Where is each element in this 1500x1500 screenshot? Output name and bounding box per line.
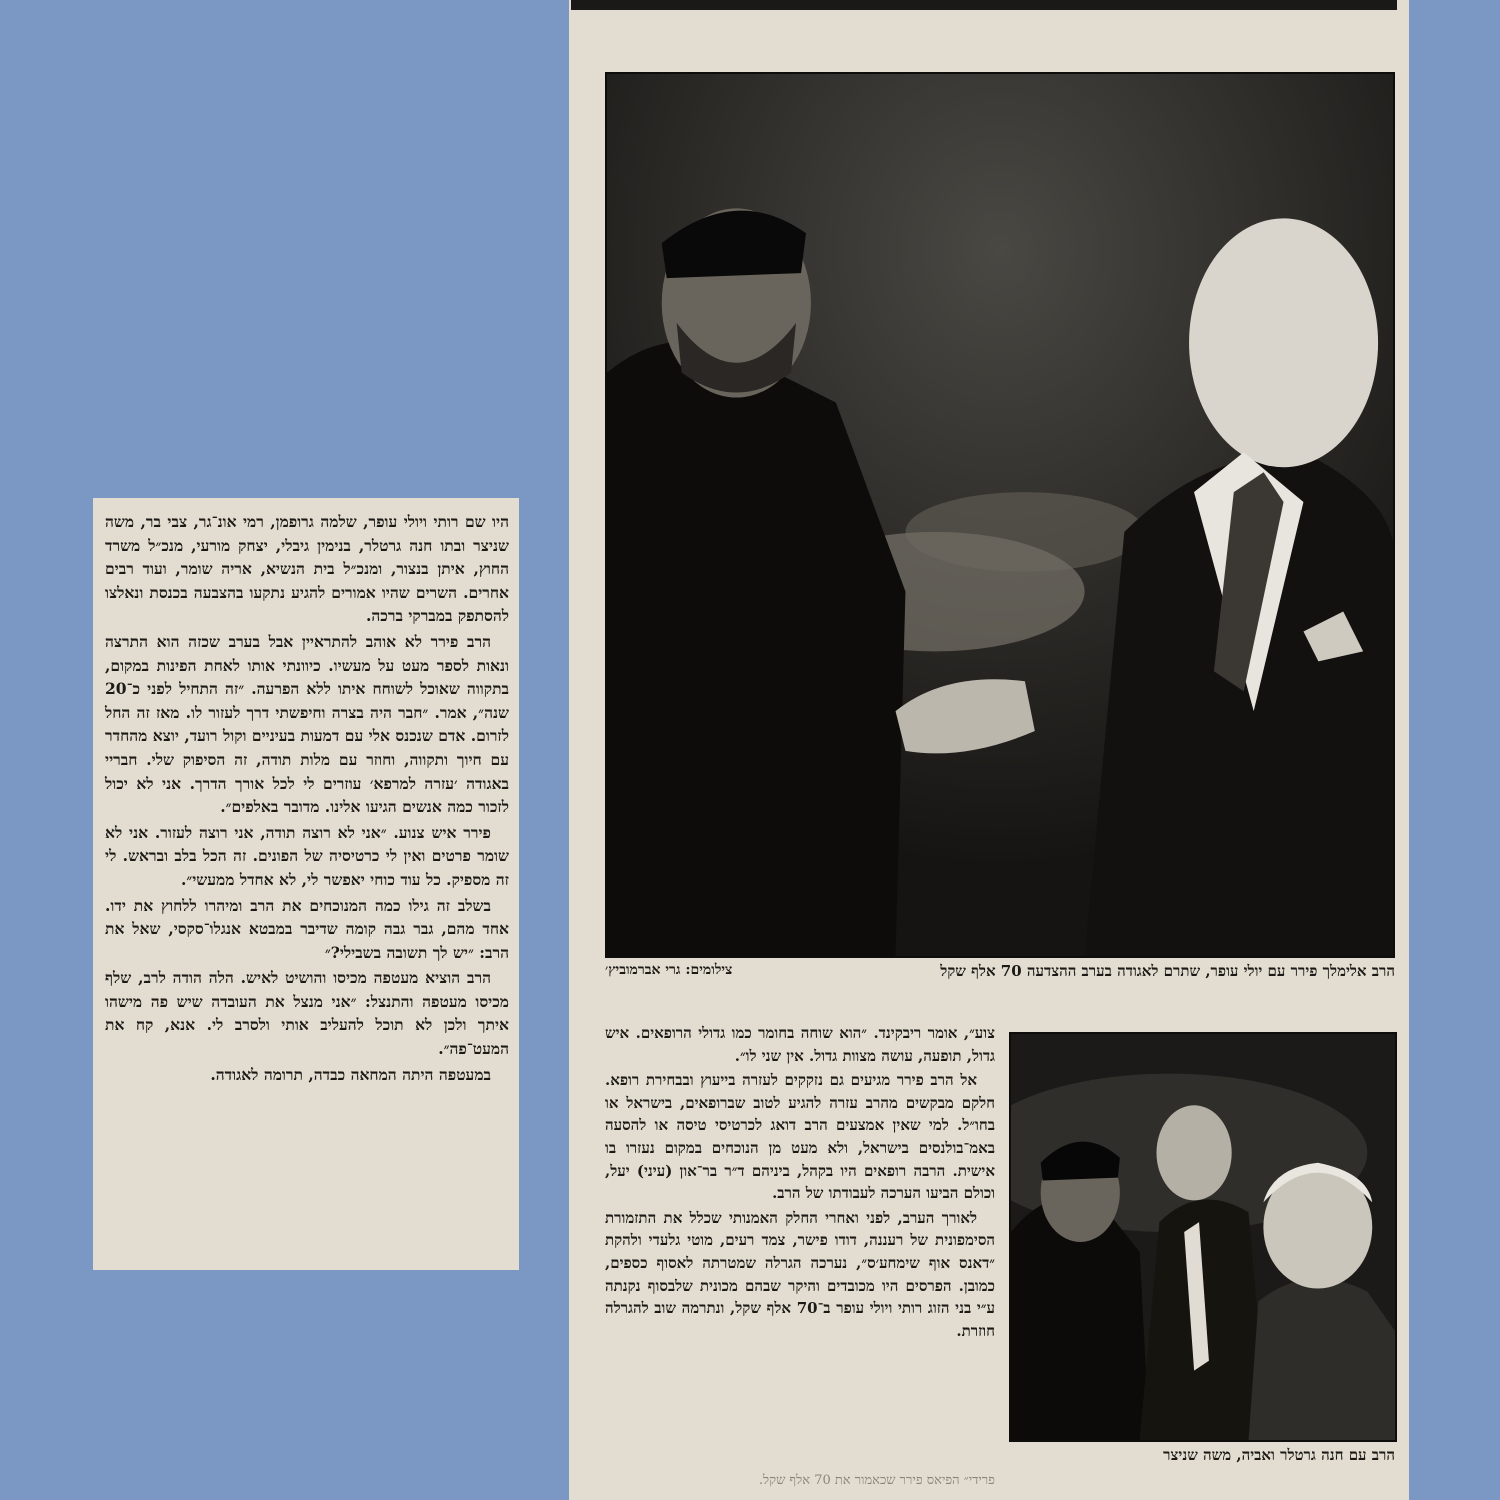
article-paragraph: הרב הוציא מעטפה מכיסו והושיט לאיש. הלה הודה לרב, שלף מכיסו מעטפה והתנצל: ״אני מנצל את העובדה שיש פה מישהו איתך ולכן לא תוכל להעליב אותי ולסרב לי. אנא, קח את המעט־פה״. <box>105 968 509 1059</box>
article-paragraph: במעטפה היתה המחאה כבדה, תרומה לאגודה. <box>210 1064 491 1084</box>
article-paragraph: צוע״, אומר ריבקינד. ״הוא שוחה בחומר כמו גדולי הרופאים. איש גדול, תופעה, עושה מצוות גדול. אין שני לו״. <box>605 1024 995 1065</box>
article-paragraph: אל הרב פירר מגיעים גם נזקקים לעזרה בייעוץ ובבחירת רופא. חלקם מבקשים מהרב עזרה להגיע לטוב שברופאים, בישראל או בחו״ל. למי שאין אמצעים הרב דואג לכרטיסי טיסה או להסעה באמ־בולנסים בישראל, ולא מעט מן הנוכחים במקום נעזרו בו אישית. הרבה רופאים היו בקהל, ביניהם ד״ר בר־און (עיני) יעל, וכולם הביעו הערכה לעבודתו של הרב. <box>605 1071 995 1203</box>
secondary-photo <box>1009 1032 1397 1442</box>
photo-credit: צילומים: גרי אברמוביץ׳ <box>605 962 733 978</box>
left-article-clipping <box>93 498 519 1270</box>
bleed-through-text: פרידי״ הפיאס פירר שכאמור את 70 אלף שקל. <box>758 1473 995 1488</box>
article-paragraph: היו שם רותי ויולי עופר, שלמה גרופמן, רמי אונ־גר, צבי בר, משה שניצר ובתו חנה גרטלר, בנימין גיבלי, יצחק מורעי, מנכ״ל משרד החוץ, איתן בנצור, ומנכ״ל בית הנשיא, אריה שומר, ועוד רבים אחרים. השרים שהיו אמורים להגיע נתקעו בהצבעה בכנסת ונאלצו להסתפק במברקי ברכה. <box>105 512 509 626</box>
main-photo-caption: הרב אלימלך פירר עם יולי עופר, שתרם לאגודה בערב ההצדעה 70 אלף שקל <box>940 962 1395 980</box>
right-article-clipping <box>569 0 1409 1500</box>
article-paragraph: לאורך הערב, לפני ואחרי החלק האמנותי שכלל את התזמורת הסימפונית של רעננה, דודו פישר, צמד רעים, מוטי גלעדי ולהקת ״דאנס אוף שימחע׳ס״, נערכה הגרלה שמטרתה לאסוף כספים, כמובן. הפרסים היו מכובדים והיקר שבהם מכונית שלבסוף נקנתה ע״י בני הזוג רותי ויולי עופר ב־70 אלף שקל, ונתרמה שוב להגרלה חוזרת. <box>605 1208 995 1340</box>
article-paragraph: בשלב זה גילו כמה המנוכחים את הרב ומיהרו ללחוץ את ידו. אחד מהם, גבר גבה קומה שדיבר במבטא אנגלו־סקסי, שאל את הרב: ״יש לך תשובה בשבילי?״ <box>105 895 509 962</box>
article-paragraph: הרב פירר לא אוהב להתראיין אבל בערב שכזה הוא התרצה ונאות לספר מעט על מעשיו. כיוונתי אותו לאחת הפינות במקום, בתקווה שאוכל לשוחח איתו ללא הפרעה. ״זה התחיל לפני כ־20 שנה״, אמר. ״חבר היה בצרה וחיפשתי דרך לעזור לו. מאז זה החל לזרום. אדם שנכנס אלי עם דמעות בעיניים וקול רועד, יוצא מהחדר עם חיוך ותקווה, וחוזר עם מלות תודה, זה הסיפוק שלי. חבריי באגודה ׳עזרה למרפא׳ עוזרים לי לכל אורך הדרך. אני לא יכול לזכור כמה אנשים הגיעו אלינו. מדובר באלפים״. <box>105 631 509 817</box>
top-rule <box>571 0 1397 10</box>
article-column <box>605 1022 995 1344</box>
article-paragraph: פירר איש צנוע. ״אני לא רוצה תודה, אני רוצה לעזור. אני לא שומר פרטים ואין לי כרטיסיה של הפונים. זה הכל בלב ובראש. לי זה מספיק. כל עוד כוחי יאפשר לי, לא אחדל ממעשי״. <box>105 822 509 889</box>
secondary-photo-caption: הרב עם חנה גרטלר ואביה, משה שניצר <box>1163 1446 1395 1464</box>
main-photo <box>605 72 1395 958</box>
